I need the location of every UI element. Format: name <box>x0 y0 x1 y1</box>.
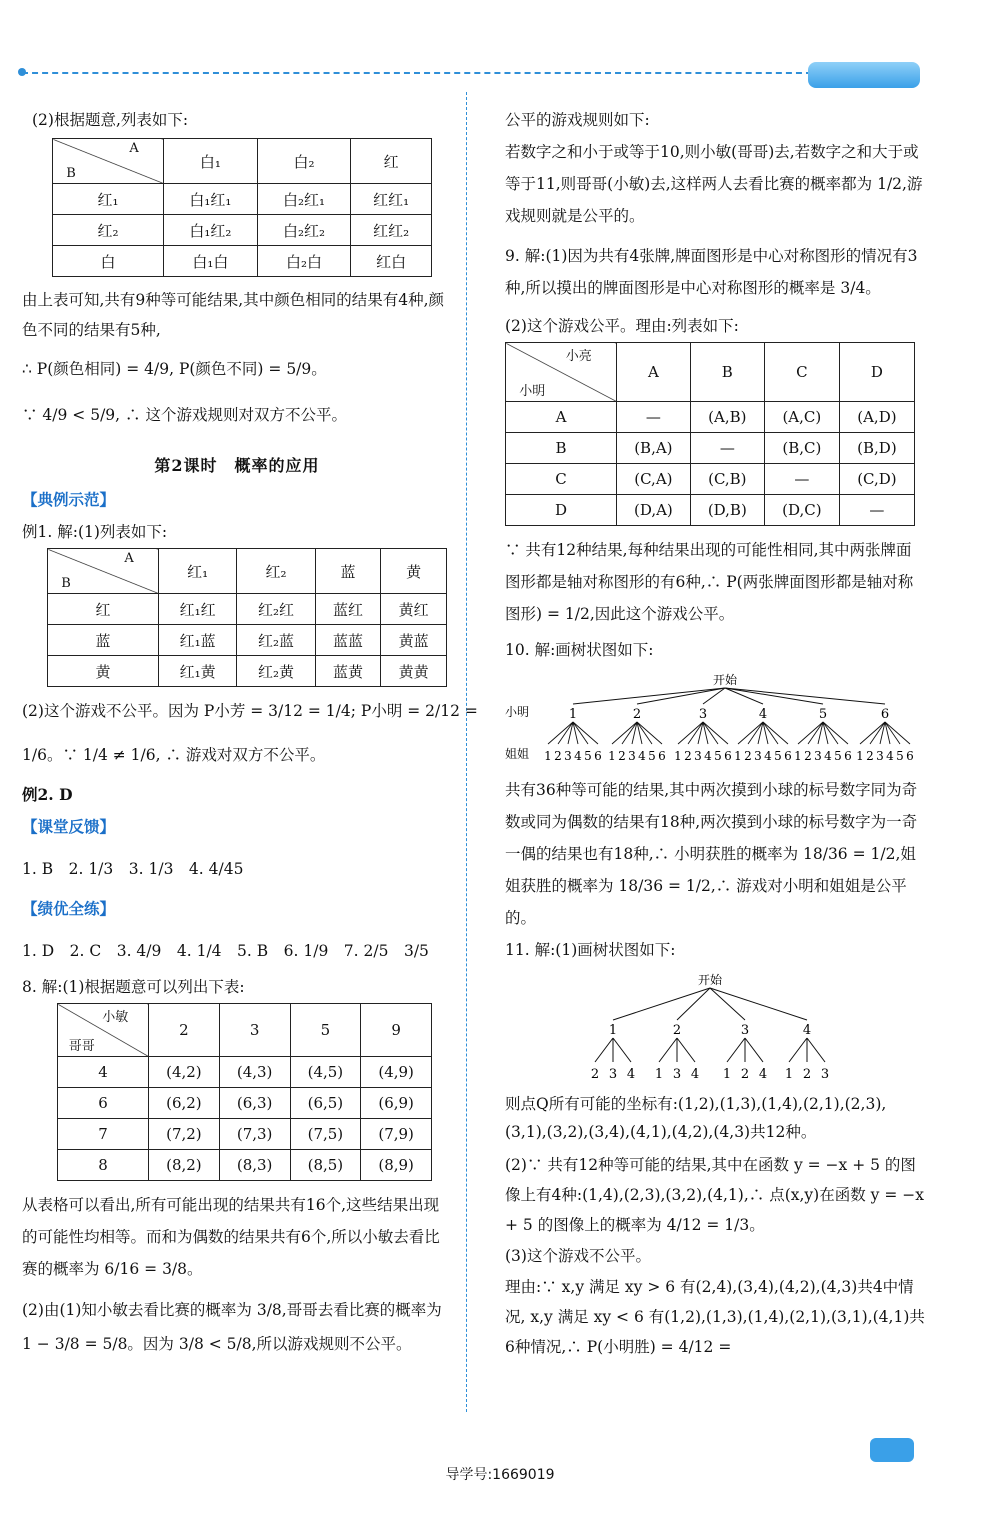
table-cell: (8,3) <box>219 1150 290 1181</box>
tree-leaf: 2 <box>740 1067 750 1082</box>
tree-leaf: 1 <box>608 749 616 763</box>
table-row <box>48 594 447 625</box>
tree-leaf: 4 <box>638 749 646 763</box>
tree-node: 2 <box>632 707 642 722</box>
tree-leaf: 1 <box>544 749 552 763</box>
tree-leaf: 1 <box>734 749 742 763</box>
table-corner-cell <box>48 549 159 594</box>
table-corner-cell <box>58 1004 149 1057</box>
table-cell: (D,A) <box>617 495 691 526</box>
tree-leaf: 5 <box>774 749 782 763</box>
table-cell: (4,9) <box>361 1057 432 1088</box>
table-cell: 黄蓝 <box>381 625 447 656</box>
column-label: A <box>129 141 139 156</box>
table-row <box>53 246 432 277</box>
right-column <box>505 104 925 1362</box>
table-cell: 7 <box>58 1119 149 1150</box>
table-header-cell: 红 <box>351 139 432 184</box>
header-tab <box>808 62 920 88</box>
tree-leaf: 2 <box>618 749 626 763</box>
table-row <box>506 433 915 464</box>
table-cell: 红₂蓝 <box>237 625 315 656</box>
table-cell: 红红₁ <box>351 184 432 215</box>
tree-leaf: 3 <box>672 1067 682 1082</box>
tree-level-label: 姐姐 <box>505 747 530 761</box>
table-cell: — <box>690 433 764 464</box>
tree-leaf: 4 <box>886 749 894 763</box>
paragraph: 共有36种等可能的结果,其中两次摸到小球的标号数字同为奇数或同为偶数的结果有18种,两次摸到小球的标号数字为一奇一偶的结果也有18种,∴ 小明获胜的概率为 18/36 = 1/2,姐姐获胜的概率为 18/36 = 1/2,∴ 游戏对小明和姐姐是公平的。 <box>505 781 918 927</box>
table-cell: (B,C) <box>764 433 839 464</box>
tree-leaf: 4 <box>824 749 832 763</box>
table-header-cell: 白₂ <box>257 139 351 184</box>
tree-leaf: 2 <box>744 749 752 763</box>
table-header-cell: 红₁ <box>159 549 237 594</box>
tree-leaf: 6 <box>724 749 732 763</box>
table-cell: C <box>506 464 617 495</box>
column-label: 小亮 <box>565 349 592 364</box>
table-cell: (4,3) <box>219 1057 290 1088</box>
table-cell: 白₁红₁ <box>164 184 258 215</box>
outcome-table-4 <box>505 342 915 526</box>
answer-line: 1. D 2. C 3. 4/9 4. 1/4 5. B 6. 1/9 7. 2/5 3/5 <box>22 942 429 960</box>
paragraph: (2)∵ 共有12种等可能的结果,其中在函数 y = −x + 5 的图像上有4种:(1,4),(2,3),(3,2),(4,1),∴ 点(x,y)在函数 y = −x + 5 的图像上的概率为 4/12 = 1/3。 <box>505 1156 924 1234</box>
section-heading: 第2课时 概率的应用 <box>154 456 320 475</box>
tree-leaf: 2 <box>684 749 692 763</box>
tree-leaf: 4 <box>574 749 582 763</box>
table-cell: (C,A) <box>617 464 691 495</box>
tree-diagram-2 <box>505 970 915 1082</box>
row-label: 小明 <box>519 384 546 399</box>
tree-leaf: 3 <box>608 1067 618 1082</box>
tree-branch <box>745 1038 763 1062</box>
table-cell: D <box>506 495 617 526</box>
tree-root: 开始 <box>712 673 738 687</box>
tree-leaf: 2 <box>590 1067 600 1082</box>
table-cell: (A,D) <box>839 402 914 433</box>
paragraph: 从表格可以看出,所有可能出现的结果共有16个,这些结果出现的可能性均相等。而和为偶数的结果共有6个,所以小敏去看比赛的概率为 6/16 = 3/8。 <box>22 1196 440 1278</box>
table-cell: (C,D) <box>839 464 914 495</box>
paragraph: (2)这个游戏不公平。因为 P小芳 = 3/12 = 1/4; P小明 = 2/12 = <box>22 702 478 720</box>
tree-leaf: 6 <box>658 749 666 763</box>
tree-node: 1 <box>568 707 578 722</box>
tree-leaf: 6 <box>594 749 602 763</box>
tree-leaf: 1 <box>722 1067 732 1082</box>
table-cell: 黄 <box>48 656 159 687</box>
table-cell: 8 <box>58 1150 149 1181</box>
tree-leaf: 1 <box>674 749 682 763</box>
table-corner-cell <box>53 139 164 184</box>
table-cell: 红红₂ <box>351 215 432 246</box>
tree-leaf: 2 <box>554 749 562 763</box>
table-cell: 黄黄 <box>381 656 447 687</box>
table-cell: (4,5) <box>290 1057 361 1088</box>
header-rule <box>22 72 812 74</box>
table-cell: 红 <box>48 594 159 625</box>
table-cell: (7,2) <box>149 1119 220 1150</box>
column-label: A <box>124 551 134 566</box>
tree-leaf: 1 <box>794 749 802 763</box>
paragraph: 公平的游戏规则如下: <box>505 111 650 129</box>
page-badge <box>870 1438 914 1462</box>
tree-diagram-1 <box>505 670 915 766</box>
paragraph: 则点Q所有可能的坐标有:(1,2),(1,3),(1,4),(2,1),(2,3),(3,1),(3,2),(3,4),(4,1),(4,2),(4,3)共12种。 <box>505 1095 887 1141</box>
tree-leaf: 6 <box>906 749 914 763</box>
table-header-cell: 9 <box>361 1004 432 1057</box>
table-header-cell: 5 <box>290 1004 361 1057</box>
tree-leaf: 5 <box>584 749 592 763</box>
tree-node: 3 <box>740 1023 750 1038</box>
row-label: B <box>61 576 71 591</box>
tree-branch <box>807 1038 825 1062</box>
table-row <box>58 1088 432 1119</box>
paragraph: ∵ 共有12种结果,每种结果出现的可能性相同,其中两张牌面图形都是轴对称图形的有6种,∴ P(两张牌面图形都是轴对称图形) = 1/2,因此这个游戏公平。 <box>505 541 914 623</box>
table-cell: 白₂红₁ <box>257 184 351 215</box>
table-cell: (6,5) <box>290 1088 361 1119</box>
table-cell: 蓝 <box>48 625 159 656</box>
section-tag: 【绩优全练】 <box>22 900 116 918</box>
table-row <box>58 1119 432 1150</box>
tree-leaf: 3 <box>754 749 762 763</box>
paragraph: 1/6。∵ 1/4 ≠ 1/6, ∴ 游戏对双方不公平。 <box>22 746 326 764</box>
column-divider <box>466 92 467 1412</box>
paragraph: (2)由(1)知小敏去看比赛的概率为 3/8,哥哥去看比赛的概率为 1 − 3/8 = 5/8。因为 3/8 < 5/8,所以游戏规则不公平。 <box>22 1301 442 1353</box>
tree-branch <box>659 1038 677 1062</box>
table-cell: (B,A) <box>617 433 691 464</box>
table-header-cell: D <box>839 343 914 402</box>
tree-leaf: 5 <box>648 749 656 763</box>
tree-leaf: 4 <box>758 1067 768 1082</box>
tree-leaf: 1 <box>856 749 864 763</box>
tree-node: 1 <box>608 1023 618 1038</box>
paragraph: ∴ P(颜色相同) = 4/9, P(颜色不同) = 5/9。 <box>22 360 327 378</box>
tree-leaf: 2 <box>804 749 812 763</box>
table-cell: 蓝黄 <box>315 656 381 687</box>
section-tag: 【课堂反馈】 <box>22 818 116 836</box>
table-row <box>58 1057 432 1088</box>
left-column <box>22 104 478 1361</box>
table-header-cell: B <box>690 343 764 402</box>
outcome-table-3 <box>57 1003 432 1181</box>
tree-node: 5 <box>818 707 828 722</box>
paragraph: (2)根据题意,列表如下: <box>32 111 189 129</box>
tree-node: 3 <box>698 707 708 722</box>
row-label: 哥哥 <box>68 1039 95 1054</box>
table-cell: (7,3) <box>219 1119 290 1150</box>
paragraph: 若数字之和小于或等于10,则小敏(哥哥)去,若数字之和大于或等于11,则哥哥(小敏)去,这样两人去看比赛的概率都为 1/2,游戏规则就是公平的。 <box>505 143 923 225</box>
table-row <box>506 464 915 495</box>
table-cell: 蓝蓝 <box>315 625 381 656</box>
table-cell: B <box>506 433 617 464</box>
table-cell: (6,2) <box>149 1088 220 1119</box>
table-cell: (8,2) <box>149 1150 220 1181</box>
table-row <box>506 495 915 526</box>
table-cell: 红₁蓝 <box>159 625 237 656</box>
table-cell: (8,5) <box>290 1150 361 1181</box>
table-header-cell: 3 <box>219 1004 290 1057</box>
table-header-cell: 红₂ <box>237 549 315 594</box>
tree-branch <box>613 988 710 1020</box>
table-corner-cell <box>506 343 617 402</box>
table-cell: 6 <box>58 1088 149 1119</box>
tree-node: 6 <box>880 707 890 722</box>
question-label: 11. 解:(1)画树状图如下: <box>505 941 676 959</box>
table-cell: 白₁红₂ <box>164 215 258 246</box>
table-cell: (8,9) <box>361 1150 432 1181</box>
tree-node: 4 <box>802 1023 812 1038</box>
table-header-cell: A <box>617 343 691 402</box>
tree-leaf: 4 <box>626 1067 636 1082</box>
tree-node: 4 <box>758 707 768 722</box>
tree-leaf: 2 <box>866 749 874 763</box>
tree-leaf: 1 <box>654 1067 664 1082</box>
table-cell: (6,3) <box>219 1088 290 1119</box>
table-header-cell: 蓝 <box>315 549 381 594</box>
tree-branch <box>710 988 807 1020</box>
table-cell: 白₂红₂ <box>257 215 351 246</box>
table-cell: 白 <box>53 246 164 277</box>
tree-level-label: 小明 <box>505 705 530 719</box>
tree-branch <box>595 1038 613 1062</box>
tree-leaf: 3 <box>694 749 702 763</box>
tree-leaf: 4 <box>704 749 712 763</box>
table-cell: 红₁ <box>53 184 164 215</box>
table-cell: 红₂ <box>53 215 164 246</box>
tree-leaf: 6 <box>784 749 792 763</box>
table-cell: 黄红 <box>381 594 447 625</box>
tree-branch <box>677 988 710 1020</box>
tree-leaf: 3 <box>876 749 884 763</box>
paragraph: 由上表可知,共有9种等可能结果,其中颜色相同的结果有4种,颜色不同的结果有5种, <box>22 291 445 339</box>
table-row <box>48 625 447 656</box>
tree-leaf: 3 <box>820 1067 830 1082</box>
tree-leaf: 4 <box>690 1067 700 1082</box>
table-row <box>48 656 447 687</box>
paragraph: (2)这个游戏公平。理由:列表如下: <box>505 317 739 335</box>
example-label: 例1. 解:(1)列表如下: <box>22 523 168 541</box>
table-row <box>58 1150 432 1181</box>
tree-leaf: 3 <box>628 749 636 763</box>
paragraph: ∵ 4/9 < 5/9, ∴ 这个游戏规则对双方不公平。 <box>22 406 347 424</box>
outcome-table-2 <box>47 548 447 687</box>
table-cell: (A,C) <box>764 402 839 433</box>
paragraph: 理由:∵ x,y 满足 xy > 6 有(2,4),(3,4),(4,2),(4,3)共4中情况, x,y 满足 xy < 6 有(1,2),(1,3),(1,4),(2,1),(3,1),(4,1)共6种情况,∴ P(小明胜) = 4/12 = <box>505 1278 925 1356</box>
tree-branch <box>725 688 885 704</box>
tree-leaf: 5 <box>714 749 722 763</box>
table-cell: (4,2) <box>149 1057 220 1088</box>
table-cell: — <box>839 495 914 526</box>
table-row <box>506 402 915 433</box>
tree-node: 2 <box>672 1023 682 1038</box>
tree-branch <box>613 1038 631 1062</box>
table-header-cell: 白₁ <box>164 139 258 184</box>
table-row <box>53 215 432 246</box>
table-cell: 红₁红 <box>159 594 237 625</box>
table-cell: — <box>764 464 839 495</box>
tree-leaf: 5 <box>834 749 842 763</box>
column-label: 小敏 <box>102 1010 129 1025</box>
table-cell: 白₂白 <box>257 246 351 277</box>
table-cell: A <box>506 402 617 433</box>
answer-line: 1. B 2. 1/3 3. 1/3 4. 4/45 <box>22 860 244 878</box>
tree-root: 开始 <box>697 973 723 987</box>
tree-leaf: 4 <box>764 749 772 763</box>
table-cell: 红₂黄 <box>237 656 315 687</box>
table-row <box>53 184 432 215</box>
table-cell: — <box>617 402 691 433</box>
tree-branch <box>727 1038 745 1062</box>
tree-branch <box>710 988 745 1020</box>
table-cell: (A,B) <box>690 402 764 433</box>
paragraph: 9. 解:(1)因为共有4张牌,牌面图形是中心对称图形的情况有3种,所以摸出的牌面图形是中心对称图形的概率是 3/4。 <box>505 247 918 297</box>
tree-leaf: 6 <box>844 749 852 763</box>
table-cell: 红₂红 <box>237 594 315 625</box>
tree-leaf: 3 <box>814 749 822 763</box>
table-header-cell: 黄 <box>381 549 447 594</box>
table-cell: (7,9) <box>361 1119 432 1150</box>
table-header-cell: C <box>764 343 839 402</box>
tree-leaf: 1 <box>784 1067 794 1082</box>
table-cell: (D,C) <box>764 495 839 526</box>
example-label: 例2. D <box>22 785 73 804</box>
table-cell: (6,9) <box>361 1088 432 1119</box>
table-header-cell: 2 <box>149 1004 220 1057</box>
outcome-table-1 <box>52 138 432 277</box>
table-cell: (C,B) <box>690 464 764 495</box>
table-cell: 红白 <box>351 246 432 277</box>
table-cell: 白₁白 <box>164 246 258 277</box>
question-label: 8. 解:(1)根据题意可以列出下表: <box>22 978 245 996</box>
row-label: B <box>66 166 76 181</box>
table-cell: (7,5) <box>290 1119 361 1150</box>
tree-leaf: 5 <box>896 749 904 763</box>
question-label: 10. 解:画树状图如下: <box>505 641 654 659</box>
table-cell: (D,B) <box>690 495 764 526</box>
footer-code: 导学号:1669019 <box>445 1467 555 1483</box>
table-cell: 4 <box>58 1057 149 1088</box>
tree-leaf: 2 <box>802 1067 812 1082</box>
table-cell: (B,D) <box>839 433 914 464</box>
table-cell: 红₁黄 <box>159 656 237 687</box>
section-tag: 【典例示范】 <box>22 491 116 509</box>
tree-branch <box>677 1038 695 1062</box>
tree-branch <box>789 1038 807 1062</box>
tree-leaf: 3 <box>564 749 572 763</box>
paragraph: (3)这个游戏不公平。 <box>505 1247 651 1265</box>
table-cell: 蓝红 <box>315 594 381 625</box>
